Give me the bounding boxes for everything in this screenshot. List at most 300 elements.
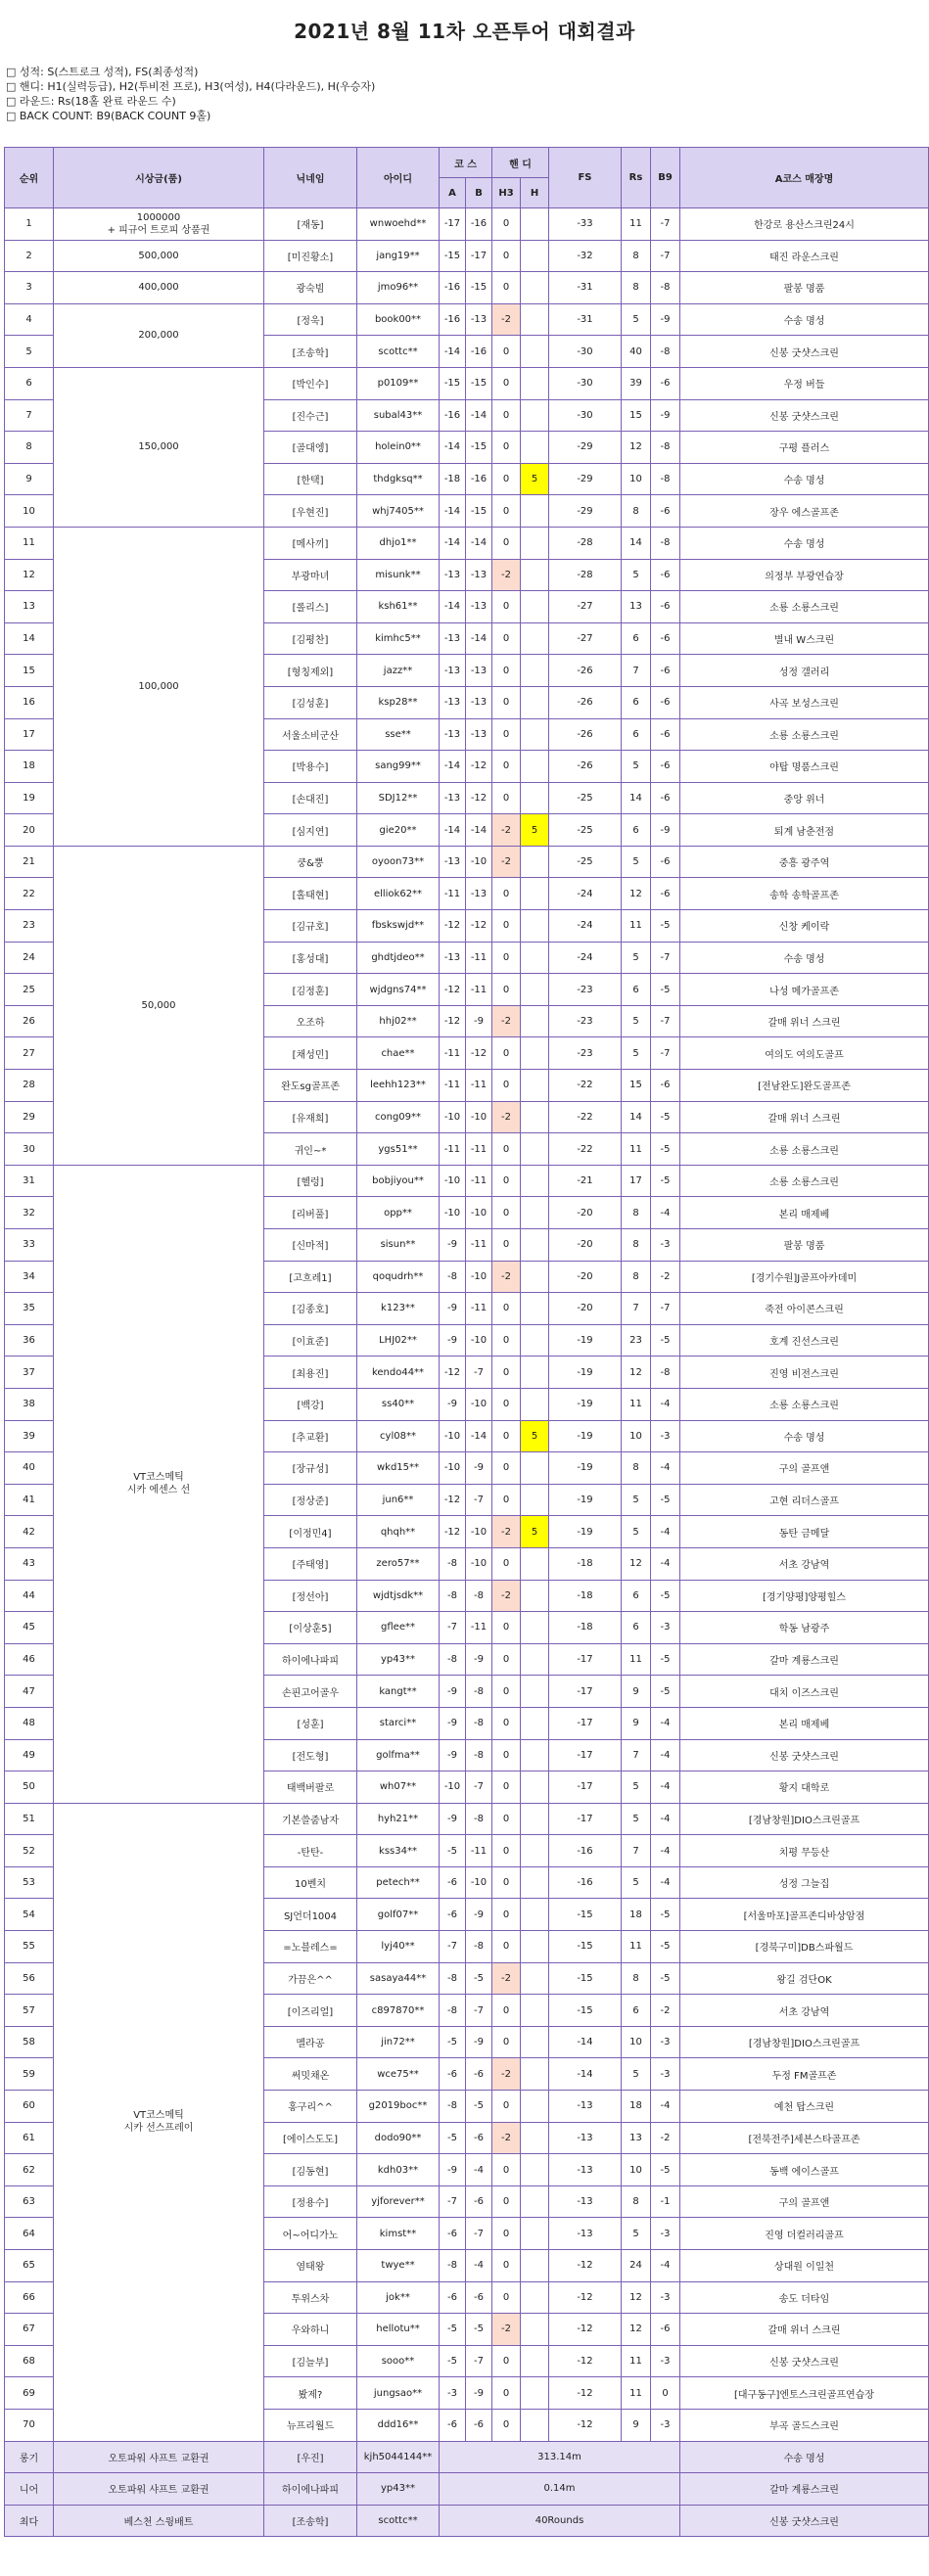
cell-course-a: -6	[440, 2281, 466, 2314]
cell-nickname: [주태영]	[264, 1547, 357, 1580]
cell-fs: -18	[549, 1547, 622, 1580]
cell-h	[521, 1229, 549, 1262]
cell-h3: 0	[492, 1866, 521, 1899]
cell-b9: -5	[651, 1643, 680, 1676]
cell-h	[521, 591, 549, 623]
cell-rank: 68	[5, 2345, 54, 2377]
cell-fs: -15	[549, 1962, 622, 1995]
cell-course-a: -14	[440, 336, 466, 368]
cell-h3: 0	[492, 463, 521, 495]
award-value: 40Rounds	[440, 2505, 680, 2537]
cell-course-a: -13	[440, 655, 466, 687]
cell-course-a: -8	[440, 1643, 466, 1676]
cell-nickname: 멜라공	[264, 2026, 357, 2058]
cell-store: 성정 그늘집	[680, 1866, 929, 1899]
cell-h	[521, 2154, 549, 2186]
cell-b9: -4	[651, 1739, 680, 1771]
cell-fs: -26	[549, 718, 622, 751]
cell-fs: -17	[549, 1803, 622, 1835]
header-b9: B9	[651, 148, 680, 208]
cell-rs: 12	[622, 1547, 651, 1580]
cell-course-a: -14	[440, 495, 466, 528]
cell-b9: -6	[651, 1070, 680, 1102]
cell-id: misunk**	[357, 559, 440, 591]
cell-store: 서초 강남역	[680, 1547, 929, 1580]
cell-b9: -6	[651, 591, 680, 623]
cell-h	[521, 399, 549, 432]
cell-id: hellotu**	[357, 2314, 440, 2346]
cell-h	[521, 1771, 549, 1804]
cell-store: 소룡 소룡스크린	[680, 1388, 929, 1420]
cell-fs: -24	[549, 878, 622, 910]
cell-course-b: -10	[466, 846, 492, 878]
cell-course-b: -7	[466, 2218, 492, 2250]
cell-h	[521, 782, 549, 814]
cell-course-b: -7	[466, 1484, 492, 1516]
cell-course-b: -14	[466, 622, 492, 655]
cell-b9: -3	[651, 2409, 680, 2441]
cell-id: holein0**	[357, 432, 440, 464]
cell-store: 갈매 위너 스크린	[680, 1101, 929, 1133]
cell-rank: 67	[5, 2314, 54, 2346]
cell-h	[521, 2409, 549, 2441]
cell-nickname: [심지연]	[264, 814, 357, 847]
cell-nickname: [손대진]	[264, 782, 357, 814]
cell-fs: -31	[549, 272, 622, 304]
cell-store: [경남창원]DIO스크린골프	[680, 2026, 929, 2058]
cell-h	[521, 751, 549, 783]
cell-store: 구의 골프앤	[680, 1452, 929, 1485]
cell-h3: 0	[492, 2091, 521, 2123]
cell-b9: -7	[651, 942, 680, 974]
cell-nickname: [이정민4]	[264, 1516, 357, 1548]
cell-nickname: 귀인~*	[264, 1133, 357, 1166]
cell-course-b: -16	[466, 336, 492, 368]
cell-course-a: -9	[440, 1324, 466, 1357]
cell-h	[521, 367, 549, 399]
cell-h	[521, 2185, 549, 2218]
cell-course-a: -5	[440, 1835, 466, 1867]
cell-rank: 66	[5, 2281, 54, 2314]
cell-prize: 500,000	[54, 240, 264, 272]
cell-fs: -13	[549, 2185, 622, 2218]
cell-rank: 40	[5, 1452, 54, 1485]
cell-rank: 53	[5, 1866, 54, 1899]
cell-b9: -6	[651, 367, 680, 399]
cell-course-b: -15	[466, 272, 492, 304]
cell-store: [전남완도]완도골프존	[680, 1070, 929, 1102]
cell-nickname: [박인수]	[264, 367, 357, 399]
cell-course-a: -12	[440, 1005, 466, 1037]
cell-h	[521, 1931, 549, 1963]
cell-rs: 5	[622, 942, 651, 974]
cell-rank: 11	[5, 527, 54, 559]
cell-h3: -2	[492, 846, 521, 878]
cell-course-a: -14	[440, 751, 466, 783]
cell-fs: -17	[549, 1707, 622, 1739]
cell-course-a: -13	[440, 686, 466, 718]
header-row	[5, 148, 929, 178]
cell-id: cong09**	[357, 1101, 440, 1133]
cell-h3: 0	[492, 1070, 521, 1102]
cell-course-a: -9	[440, 2154, 466, 2186]
cell-b9: -6	[651, 2314, 680, 2346]
cell-nickname: 쿵&뿡	[264, 846, 357, 878]
cell-b9: -5	[651, 1484, 680, 1516]
cell-id: sasaya44**	[357, 1962, 440, 1995]
cell-rs: 39	[622, 367, 651, 399]
cell-rs: 8	[622, 240, 651, 272]
cell-fs: -18	[549, 1612, 622, 1644]
award-nickname: [조송학]	[264, 2505, 357, 2537]
cell-id: wjdtjsdk**	[357, 1580, 440, 1612]
cell-nickname: 써밋채온	[264, 2058, 357, 2091]
cell-h3: -2	[492, 2058, 521, 2091]
cell-course-b: -8	[466, 1707, 492, 1739]
cell-id: elliok62**	[357, 878, 440, 910]
cell-course-b: -9	[466, 1643, 492, 1676]
cell-nickname: [김동현]	[264, 2154, 357, 2186]
cell-h3: -2	[492, 559, 521, 591]
cell-course-b: -11	[466, 942, 492, 974]
cell-id: jun6**	[357, 1484, 440, 1516]
cell-id: dhjo1**	[357, 527, 440, 559]
cell-store: 소룡 소룡스크린	[680, 718, 929, 751]
cell-nickname: [에이스도도]	[264, 2122, 357, 2154]
award-row	[5, 2505, 929, 2537]
cell-rs: 8	[622, 2185, 651, 2218]
cell-store: [경북구미]DB스파월드	[680, 1931, 929, 1963]
cell-b9: -5	[651, 1101, 680, 1133]
cell-fs: -28	[549, 527, 622, 559]
cell-b9: -4	[651, 1547, 680, 1580]
cell-fs: -29	[549, 495, 622, 528]
cell-rank: 6	[5, 367, 54, 399]
award-id: scottc**	[357, 2505, 440, 2537]
cell-fs: -24	[549, 910, 622, 943]
cell-h3: 0	[492, 336, 521, 368]
cell-nickname: [최용진]	[264, 1357, 357, 1389]
cell-h	[521, 2377, 549, 2410]
cell-rs: 8	[622, 495, 651, 528]
cell-id: jazz**	[357, 655, 440, 687]
cell-nickname: [한택]	[264, 463, 357, 495]
cell-h3: 0	[492, 1420, 521, 1452]
cell-store: 신봉 굿샷스크린	[680, 336, 929, 368]
cell-store: 동백 에이스골프	[680, 2154, 929, 2186]
cell-nickname: 우와하니	[264, 2314, 357, 2346]
cell-h3: 0	[492, 622, 521, 655]
cell-store: 한강로 용산스크린24시	[680, 208, 929, 241]
cell-rs: 9	[622, 2409, 651, 2441]
cell-course-a: -8	[440, 2091, 466, 2123]
cell-h3: -2	[492, 1962, 521, 1995]
cell-h	[521, 1324, 549, 1357]
cell-store: 중앙 위너	[680, 782, 929, 814]
cell-fs: -15	[549, 1931, 622, 1963]
cell-nickname: [정선아]	[264, 1580, 357, 1612]
cell-b9: -1	[651, 2185, 680, 2218]
cell-rank: 43	[5, 1547, 54, 1580]
cell-nickname: [김규호]	[264, 910, 357, 943]
cell-course-a: -16	[440, 303, 466, 336]
cell-store: 구평 플러스	[680, 432, 929, 464]
cell-store: 호계 진선스크린	[680, 1324, 929, 1357]
cell-h3: 0	[492, 1899, 521, 1931]
cell-course-b: -8	[466, 1931, 492, 1963]
cell-rank: 46	[5, 1643, 54, 1676]
cell-fs: -25	[549, 782, 622, 814]
cell-rank: 24	[5, 942, 54, 974]
cell-rs: 8	[622, 1261, 651, 1293]
cell-h	[521, 336, 549, 368]
cell-rs: 14	[622, 1101, 651, 1133]
cell-store: 팔봉 명품	[680, 272, 929, 304]
cell-course-a: -11	[440, 1133, 466, 1166]
cell-course-a: -5	[440, 2122, 466, 2154]
cell-b9: -3	[651, 2218, 680, 2250]
cell-fs: -24	[549, 942, 622, 974]
cell-b9: -4	[651, 1197, 680, 1229]
cell-rank: 50	[5, 1771, 54, 1804]
award-nickname: [우진]	[264, 2441, 357, 2473]
cell-h3: 0	[492, 1229, 521, 1262]
cell-h3: -2	[492, 2122, 521, 2154]
cell-h	[521, 2122, 549, 2154]
cell-h3: 0	[492, 2218, 521, 2250]
cell-course-b: -9	[466, 2377, 492, 2410]
cell-fs: -20	[549, 1293, 622, 1325]
cell-store: 야탑 명품스크린	[680, 751, 929, 783]
cell-h3: -2	[492, 1005, 521, 1037]
cell-rank: 7	[5, 399, 54, 432]
cell-fs: -18	[549, 1580, 622, 1612]
cell-store: 수송 명성	[680, 463, 929, 495]
cell-course-a: -18	[440, 463, 466, 495]
cell-b9: -4	[651, 1771, 680, 1804]
cell-id: sang99**	[357, 751, 440, 783]
cell-store: 퇴계 남춘전점	[680, 814, 929, 847]
cell-store: 수송 명성	[680, 527, 929, 559]
cell-nickname: [김성훈]	[264, 686, 357, 718]
cell-id: zero57**	[357, 1547, 440, 1580]
cell-store: 부곡 골드스크린	[680, 2409, 929, 2441]
cell-nickname: 서울소비군산	[264, 718, 357, 751]
cell-b9: -6	[651, 751, 680, 783]
cell-nickname: 하이에나파피	[264, 1643, 357, 1676]
cell-nickname: [이즈리얼]	[264, 1995, 357, 2027]
cell-store: [서울마포]골프존디바상암점	[680, 1899, 929, 1931]
cell-fs: -17	[549, 1643, 622, 1676]
cell-rank: 32	[5, 1197, 54, 1229]
cell-rank: 5	[5, 336, 54, 368]
cell-id: chae**	[357, 1037, 440, 1070]
cell-fs: -16	[549, 1835, 622, 1867]
cell-rank: 18	[5, 751, 54, 783]
cell-rank: 38	[5, 1388, 54, 1420]
cell-b9: -5	[651, 910, 680, 943]
cell-store: 갈마 계룡스크린	[680, 1643, 929, 1676]
cell-b9: -4	[651, 1452, 680, 1485]
legend-line: □ 핸디: H1(실력등급), H2(투비전 프로), H3(여성), H4(다라운드), H(우승자)	[6, 80, 376, 93]
cell-fs: -13	[549, 2091, 622, 2123]
cell-h	[521, 303, 549, 336]
cell-rank: 19	[5, 782, 54, 814]
cell-course-b: -8	[466, 1803, 492, 1835]
cell-rank: 28	[5, 1070, 54, 1102]
cell-nickname: =노블레스=	[264, 1931, 357, 1963]
cell-h	[521, 1133, 549, 1166]
cell-rank: 26	[5, 1005, 54, 1037]
cell-id: lyj40**	[357, 1931, 440, 1963]
cell-rs: 13	[622, 2122, 651, 2154]
cell-h	[521, 718, 549, 751]
cell-b9: -8	[651, 432, 680, 464]
cell-nickname: [홍성대]	[264, 942, 357, 974]
cell-course-a: -10	[440, 1101, 466, 1133]
cell-store: 신봉 굿샷스크린	[680, 1739, 929, 1771]
cell-b9: -5	[651, 1580, 680, 1612]
table-row	[5, 1803, 929, 1835]
cell-h3: 0	[492, 2281, 521, 2314]
cell-id: whj7405**	[357, 495, 440, 528]
cell-course-a: -13	[440, 718, 466, 751]
cell-rank: 56	[5, 1962, 54, 1995]
cell-fs: -14	[549, 2058, 622, 2091]
cell-b9: -4	[651, 1803, 680, 1835]
cell-course-a: -14	[440, 432, 466, 464]
cell-nickname: [골대엥]	[264, 432, 357, 464]
cell-id: kimst**	[357, 2218, 440, 2250]
cell-rs: 15	[622, 399, 651, 432]
cell-course-a: -6	[440, 1899, 466, 1931]
cell-b9: -5	[651, 1676, 680, 1708]
cell-nickname: 뉴프리월드	[264, 2409, 357, 2441]
cell-rank: 33	[5, 1229, 54, 1262]
legend-line: □ 라운드: Rs(18홀 완료 라운드 수)	[6, 95, 176, 108]
cell-rank: 54	[5, 1899, 54, 1931]
cell-course-b: -10	[466, 1101, 492, 1133]
cell-store: 수송 명성	[680, 942, 929, 974]
cell-fs: -16	[549, 1866, 622, 1899]
header-prize: 시상금(품)	[54, 148, 264, 208]
cell-id: opp**	[357, 1197, 440, 1229]
cell-nickname: 10벤치	[264, 1866, 357, 1899]
award-prize: 오토파워 샤프트 교환권	[54, 2473, 264, 2506]
cell-rs: 5	[622, 1005, 651, 1037]
cell-rs: 10	[622, 463, 651, 495]
cell-rank: 3	[5, 272, 54, 304]
header-course: 코 스	[440, 148, 492, 178]
header-id: 아이디	[357, 148, 440, 208]
cell-rank: 1	[5, 208, 54, 241]
cell-course-a: -5	[440, 2345, 466, 2377]
cell-course-a: -6	[440, 1866, 466, 1899]
cell-id: cyl08**	[357, 1420, 440, 1452]
cell-fs: -20	[549, 1197, 622, 1229]
legend-line: □ 성적: S(스트로크 성적), FS(최종성적)	[6, 66, 199, 78]
cell-store: 송학 송학골프존	[680, 878, 929, 910]
cell-store: 소룡 소룡스크린	[680, 591, 929, 623]
cell-course-b: -4	[466, 2250, 492, 2282]
cell-course-b: -13	[466, 591, 492, 623]
cell-h3: 0	[492, 1037, 521, 1070]
cell-rank: 61	[5, 2122, 54, 2154]
cell-nickname: 오조하	[264, 1005, 357, 1037]
cell-h	[521, 1388, 549, 1420]
cell-rank: 70	[5, 2409, 54, 2441]
cell-course-a: -8	[440, 1962, 466, 1995]
cell-rank: 51	[5, 1803, 54, 1835]
table-row	[5, 367, 929, 399]
cell-store: 예천 탑스크린	[680, 2091, 929, 2123]
cell-course-a: -15	[440, 240, 466, 272]
cell-store: 진영 더컬러리골프	[680, 2218, 929, 2250]
cell-course-a: -14	[440, 814, 466, 847]
cell-course-a: -10	[440, 1197, 466, 1229]
cell-course-a: -12	[440, 1516, 466, 1548]
cell-course-a: -8	[440, 1995, 466, 2027]
cell-course-b: -12	[466, 1037, 492, 1070]
cell-course-b: -11	[466, 1612, 492, 1644]
cell-store: 팔봉 명품	[680, 1229, 929, 1262]
cell-course-b: -9	[466, 2026, 492, 2058]
cell-rs: 12	[622, 878, 651, 910]
cell-h	[521, 1261, 549, 1293]
cell-b9: -3	[651, 2345, 680, 2377]
cell-rank: 31	[5, 1165, 54, 1197]
table-row	[5, 846, 929, 878]
cell-h3: 0	[492, 655, 521, 687]
cell-h3: 0	[492, 751, 521, 783]
cell-course-a: -5	[440, 2026, 466, 2058]
cell-h3: 0	[492, 1293, 521, 1325]
cell-nickname: [리버풀]	[264, 1197, 357, 1229]
cell-id: scottc**	[357, 336, 440, 368]
cell-h3: 0	[492, 2377, 521, 2410]
cell-rank: 65	[5, 2250, 54, 2282]
cell-id: ygs51**	[357, 1133, 440, 1166]
cell-h	[521, 240, 549, 272]
cell-course-a: -8	[440, 2250, 466, 2282]
cell-course-a: -16	[440, 272, 466, 304]
cell-rs: 5	[622, 2218, 651, 2250]
cell-b9: -8	[651, 527, 680, 559]
cell-h3: 0	[492, 718, 521, 751]
cell-h3: 0	[492, 1771, 521, 1804]
cell-course-b: -12	[466, 782, 492, 814]
cell-rs: 15	[622, 1070, 651, 1102]
cell-store: 본리 매제베	[680, 1707, 929, 1739]
cell-b9: -4	[651, 2250, 680, 2282]
cell-course-a: -9	[440, 1707, 466, 1739]
cell-course-a: -13	[440, 622, 466, 655]
cell-b9: -5	[651, 2154, 680, 2186]
cell-rs: 11	[622, 1133, 651, 1166]
cell-fs: -17	[549, 1676, 622, 1708]
cell-nickname: [정용수]	[264, 2185, 357, 2218]
cell-b9: -2	[651, 2122, 680, 2154]
cell-h	[521, 1612, 549, 1644]
cell-rs: 6	[622, 686, 651, 718]
cell-course-b: -14	[466, 399, 492, 432]
cell-store: 나성 메가골프존	[680, 974, 929, 1006]
cell-course-b: -7	[466, 2345, 492, 2377]
cell-rank: 37	[5, 1357, 54, 1389]
cell-id: LHJ02**	[357, 1324, 440, 1357]
cell-course-b: -5	[466, 2314, 492, 2346]
cell-fs: -13	[549, 2154, 622, 2186]
